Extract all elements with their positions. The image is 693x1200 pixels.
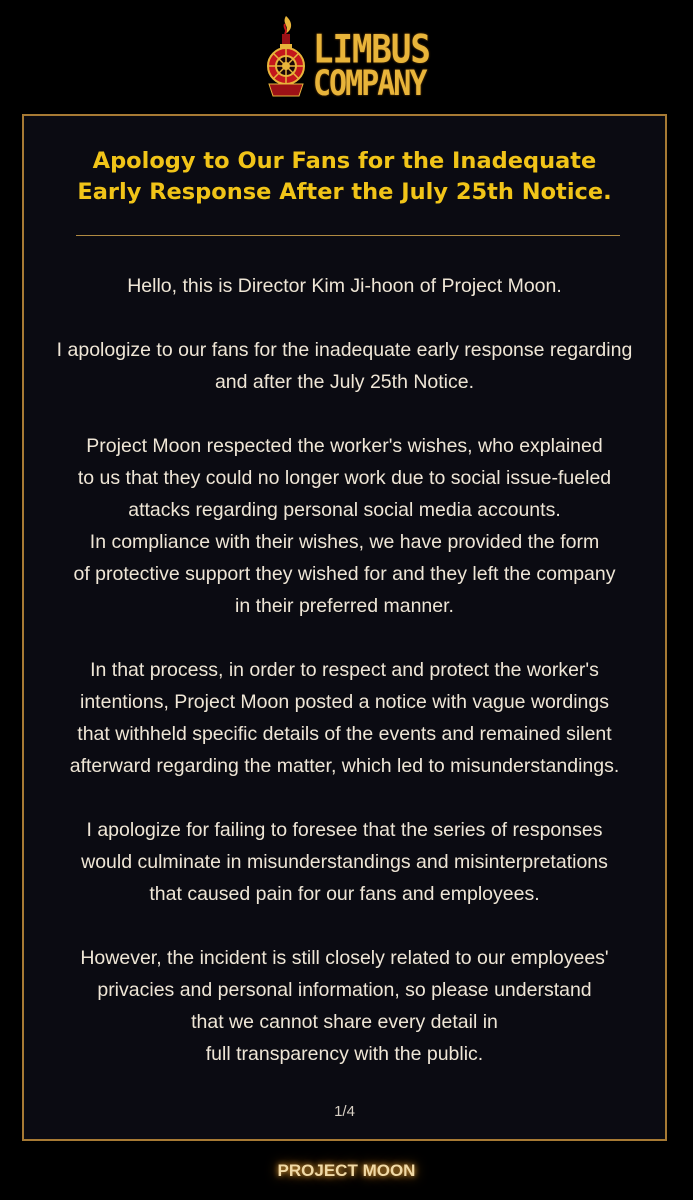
text-line: I apologize to our fans for the inadequate early response regarding xyxy=(56,339,633,361)
title-line: Apology to Our Fans for the Inadequate xyxy=(92,148,597,174)
notice-body xyxy=(24,270,665,1102)
logo-word-limbus: LIMBUS xyxy=(313,26,430,73)
paragraph-foresee xyxy=(24,814,665,910)
text-line: that we cannot share every detail in xyxy=(191,1011,498,1033)
text-line: Project Moon respected the worker's wishes, who explained xyxy=(86,435,603,457)
text-line: in their preferred manner. xyxy=(235,595,454,617)
text-line: and after the July 25th Notice. xyxy=(214,371,475,393)
text-line: full transparency with the public. xyxy=(205,1043,484,1065)
text-line: However, the incident is still closely related to our employees' xyxy=(80,947,609,969)
notice-title xyxy=(24,146,665,208)
logo-word-company: COMPANY xyxy=(313,64,426,105)
notice-panel xyxy=(22,114,667,1141)
paragraph-greeting xyxy=(24,270,665,302)
text-line: I apologize for failing to foresee that the series of responses xyxy=(86,819,603,841)
text-line: attacks regarding personal social media accounts. xyxy=(128,499,561,521)
text-line: In that process, in order to respect and protect the worker's xyxy=(90,659,599,681)
text-line: that caused pain for our fans and employees. xyxy=(149,883,540,905)
title-line: Early Response After the July 25th Notice. xyxy=(77,179,612,205)
text-line: intentions, Project Moon posted a notice with vague wordings xyxy=(80,691,609,713)
text-line: privacies and personal information, so please understand xyxy=(97,979,592,1001)
limbus-company-logo xyxy=(263,14,435,105)
text-line: afterward regarding the matter, which led to misunderstandings. xyxy=(69,755,620,777)
text-line: would culminate in misunderstandings and misinterpretations xyxy=(81,851,608,873)
text-line: In compliance with their wishes, we have provided the form xyxy=(89,531,600,553)
paragraph-privacy xyxy=(24,942,665,1070)
project-moon-footer: PROJECT MOON xyxy=(277,1161,416,1180)
paragraph-apology xyxy=(24,334,665,398)
text-line: that withheld specific details of the events and remained silent xyxy=(77,723,612,745)
text-line: of protective support they wished for and they left the company xyxy=(73,563,616,585)
paragraph-worker-wishes xyxy=(24,430,665,622)
paragraph-process xyxy=(24,654,665,782)
text-line: to us that they could no longer work due to social issue-fueled xyxy=(77,467,612,489)
text-line: Hello, this is Director Kim Ji-hoon of Project Moon. xyxy=(127,275,562,297)
limbus-emblem-icon xyxy=(263,14,309,98)
title-divider xyxy=(76,235,620,236)
page-indicator: 1/4 xyxy=(334,1103,355,1120)
